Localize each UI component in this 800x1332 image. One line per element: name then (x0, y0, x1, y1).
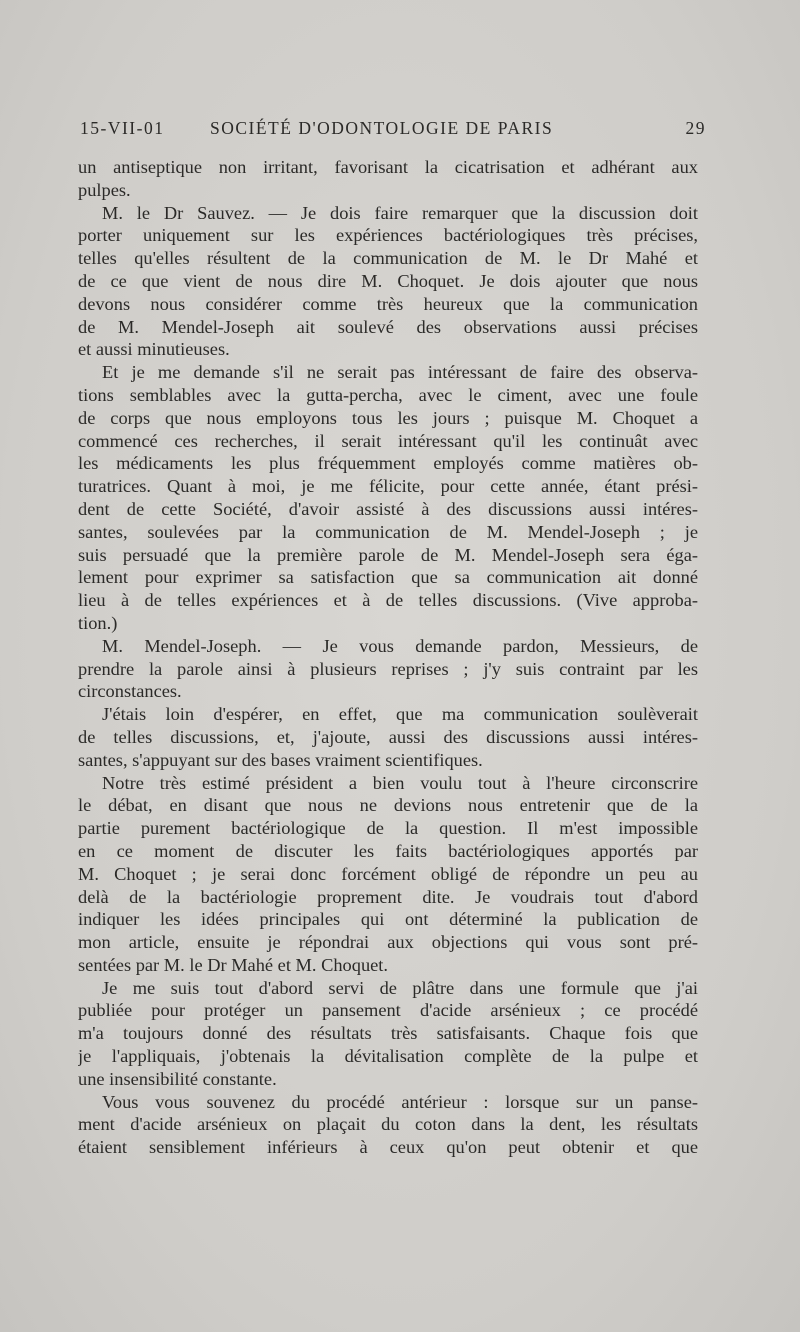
text-line: publiée pour protéger un pansement d'acide arsénieux ; ce procédé (78, 1000, 698, 1021)
text-line: sentées par M. le Dr Mahé et M. Choquet. (78, 954, 389, 975)
text-line: m'a toujours donné des résultats très satisfaisants. Chaque fois que (78, 1023, 698, 1044)
text-line: une insensibilité constante. (78, 1068, 277, 1089)
text-line: telles qu'elles résultent de la communication de M. le Dr Mahé et (78, 248, 698, 269)
text-line: devons nous considérer comme très heureux que la communication (78, 293, 698, 314)
text-line: turatrices. Quant à moi, je me félicite, pour cette année, étant prési- (78, 476, 698, 497)
text-line: de telles discussions, et, j'ajoute, aussi des discussions aussi intéres- (78, 726, 698, 747)
text-line: Notre très estimé président a bien voulu tout à l'heure circonscrire (102, 772, 698, 793)
text-line: tions semblables avec la gutta-percha, avec le ciment, avec une foule (78, 384, 698, 405)
text-line: de ce que vient de nous dire M. Choquet. Je dois ajouter que nous (78, 270, 698, 291)
text-line: delà de la bactériologie proprement dite. Je voudrais tout d'abord (78, 886, 698, 907)
text-line: M. le Dr Sauvez. — Je dois faire remarquer que la discussion doit (102, 202, 698, 223)
text-line: Vous vous souvenez du procédé antérieur : lorsque sur un panse- (102, 1091, 698, 1112)
text-line: partie purement bactériologique de la question. Il m'est impossible (78, 818, 698, 839)
text-line: lieu à de telles expériences et à de telles discussions. (Vive approba- (78, 590, 698, 611)
text-line: je l'appliquais, j'obtenais la dévitalisation complète de la pulpe et (78, 1046, 698, 1067)
running-header (80, 118, 706, 144)
text-line: M. Choquet ; je serai donc forcément obligé de répondre un peu au (78, 863, 698, 884)
body-text (78, 156, 698, 1159)
text-line: indiquer les idées principales qui ont déterminé la publication de (78, 909, 698, 930)
text-line: pulpes. (78, 179, 131, 200)
text-line: en ce moment de discuter les faits bactériologiques apportés par (78, 840, 698, 861)
text-line: porter uniquement sur les expériences bactériologiques très précises, (78, 225, 698, 246)
text-line: tion.) (78, 612, 118, 633)
text-line: les médicaments les plus fréquemment employés comme matières ob- (78, 453, 698, 474)
text-line: circonstances. (78, 681, 182, 702)
text-line: suis persuadé que la première parole de M. Mendel-Joseph sera éga- (78, 544, 698, 565)
text-line: de corps que nous employons tous les jours ; puisque M. Choquet a (78, 407, 698, 428)
header-title: SOCIÉTÉ D'ODONTOLOGIE DE PARIS (210, 118, 554, 138)
text-line: un antiseptique non irritant, favorisant la cicatrisation et adhérant aux (78, 157, 698, 177)
text-line: commencé ces recherches, il serait intéressant qu'il les continuât avec (78, 430, 698, 451)
text-line: santes, s'appuyant sur des bases vraiment scientifiques. (78, 749, 483, 770)
text-line: lement pour exprimer sa satisfaction que sa communication ait donné (78, 567, 698, 588)
text-line: dent de cette Société, d'avoir assisté à des discussions aussi intéres- (78, 498, 698, 519)
text-line: étaient sensiblement inférieurs à ceux qu'on peut obtenir et que (78, 1137, 698, 1158)
text-line: ment d'acide arsénieux on plaçait du coton dans la dent, les résultats (78, 1114, 698, 1135)
text-line: M. Mendel-Joseph. — Je vous demande pardon, Messieurs, de (102, 635, 698, 656)
text-line: mon article, ensuite je répondrai aux objections qui vous sont pré- (78, 932, 698, 953)
text-line: le débat, en disant que nous ne devions nous entretenir que de la (78, 795, 698, 816)
text-line: santes, soulevées par la communication de M. Mendel-Joseph ; je (78, 521, 698, 542)
page-number: 29 (685, 118, 706, 138)
text-line: et aussi minutieuses. (78, 339, 230, 360)
header-date: 15-VII-01 (80, 118, 165, 138)
text-line: prendre la parole ainsi à plusieurs reprises ; j'y suis contraint par les (78, 658, 698, 679)
text-line: Et je me demande s'il ne serait pas intéressant de faire des observa- (102, 362, 698, 383)
text-line: Je me suis tout d'abord servi de plâtre dans une formule que j'ai (102, 977, 698, 998)
text-line: de M. Mendel-Joseph ait soulevé des observations aussi précises (78, 316, 698, 337)
text-line: J'étais loin d'espérer, en effet, que ma communication soulèverait (102, 704, 698, 725)
